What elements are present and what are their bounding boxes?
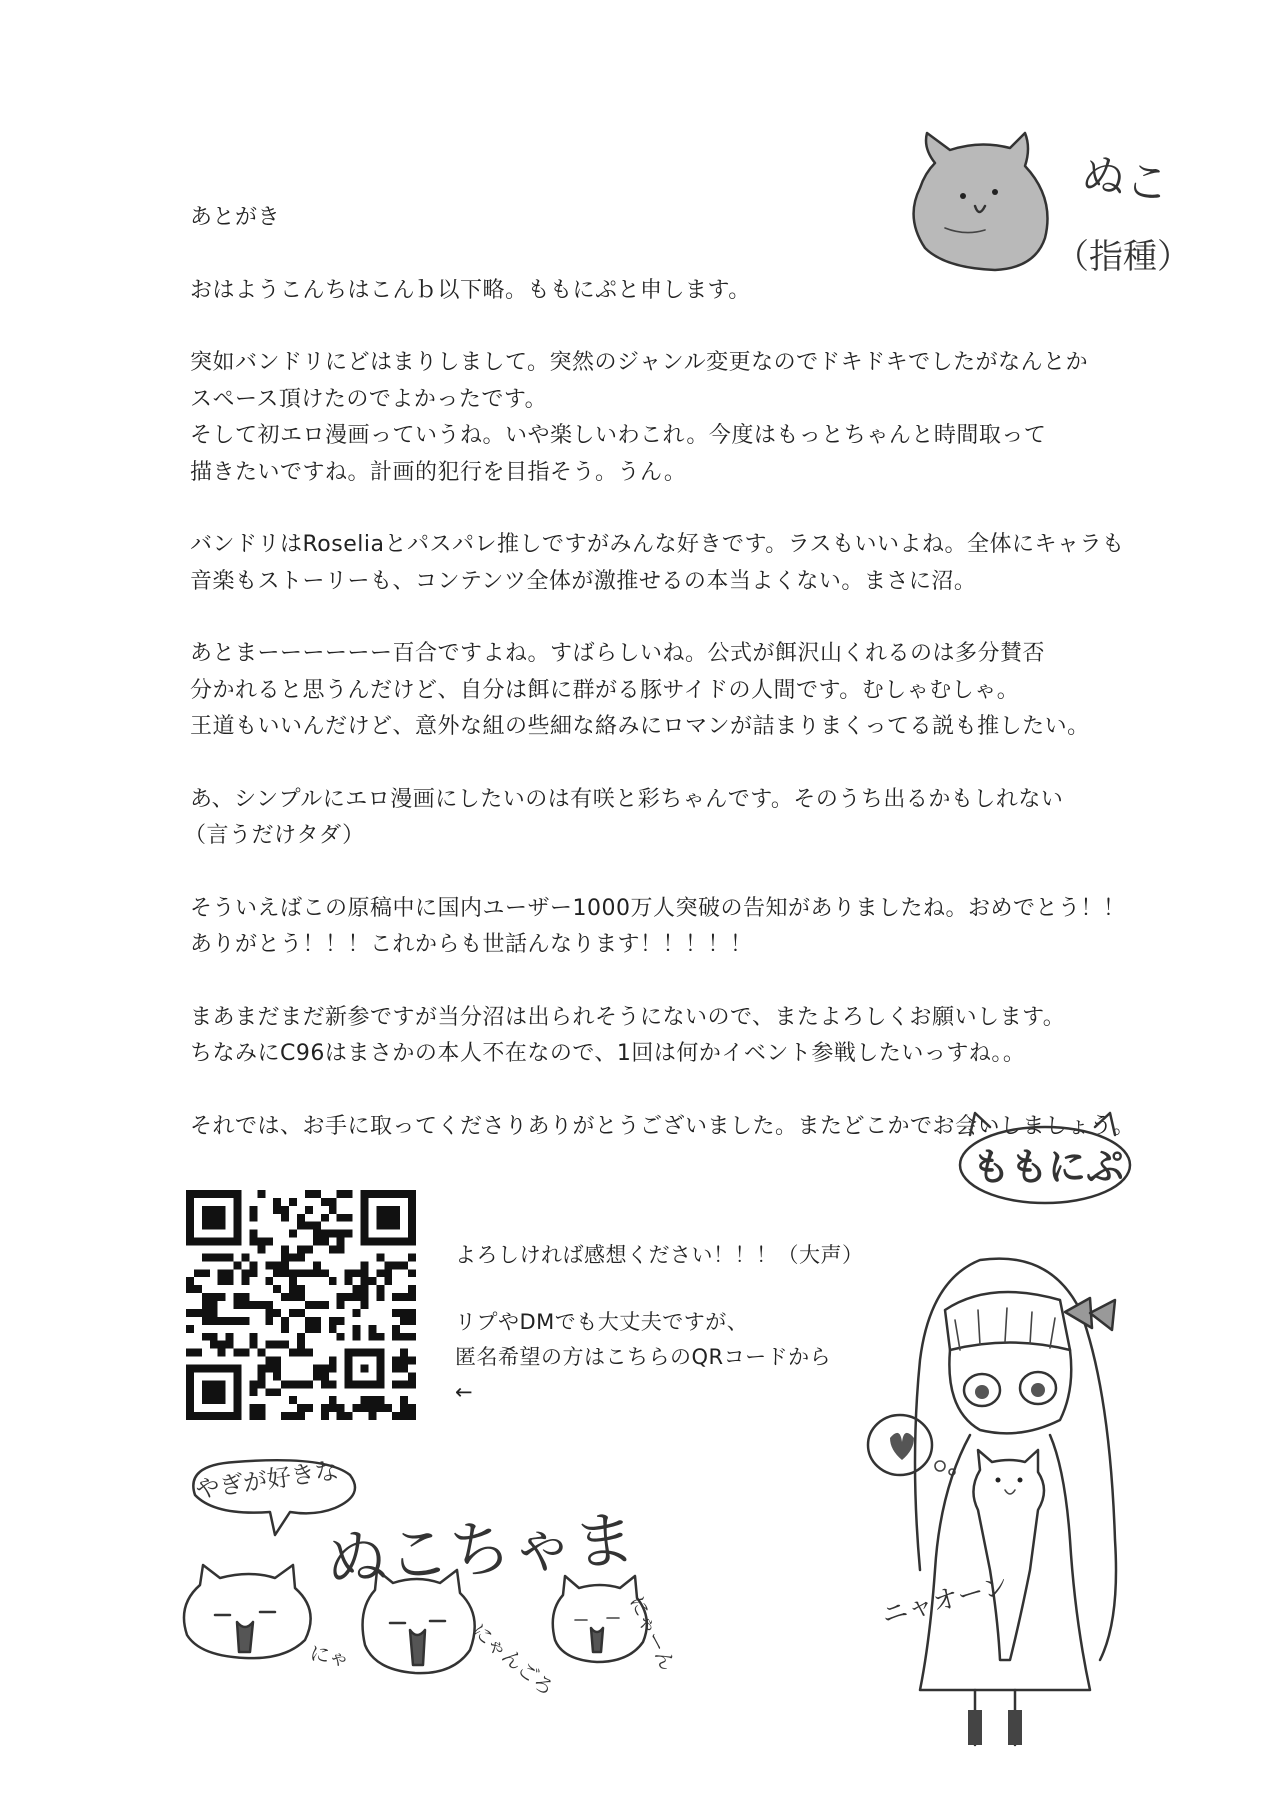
- cat-blob-illustration: [905, 118, 1195, 283]
- yagi-bubble-text: やぎが好きな: [193, 1456, 341, 1504]
- text-line: あ、シンプルにエロ漫画にしたいのは有咲と彩ちゃんです。そのうち出るかもしれない: [190, 786, 1064, 812]
- afterword-text: [184, 200, 1180, 1181]
- nuko-species-handwriting: （指種）: [1055, 237, 1191, 277]
- text-line: そういえばこの原稿中に国内ユーザー1000万人突破の告知がありましたね。おめでとう！！: [190, 895, 1126, 921]
- paragraph-yuri: [190, 636, 1180, 746]
- text-line: ありがとう！！！これからも世話んなります！！！！！: [190, 932, 753, 957]
- nuko-chan-handwriting: ぬこちゃま: [323, 1502, 638, 1597]
- text-line: それでは、お手に取ってくださりありがとうございました。またどこかでお会いしましょう。: [190, 1113, 1136, 1139]
- momonipu-logo: [950, 1105, 1140, 1210]
- qr-code[interactable]: [186, 1190, 416, 1420]
- text-line: 突如バンドリにどはまりしまして。突然のジャンル変更なのでドキドキでしたがなんとか: [190, 350, 1089, 375]
- text-line: （言うだけタダ）: [184, 823, 365, 848]
- paragraph-roselia: [190, 527, 1180, 600]
- nyango-handwriting: にゃんごろ: [467, 1618, 559, 1701]
- afterword-title: あとがき: [190, 205, 281, 230]
- text-line: あとまーーーーーー百合ですよね。すばらしいね。公式が餌沢山くれるのは多分賛否: [190, 641, 1046, 666]
- momonipu-text: ももにぷ: [972, 1145, 1125, 1189]
- text-line: スペース頂けたのでよかったです。: [190, 386, 548, 412]
- paragraph-users: [190, 891, 1180, 964]
- paragraph-simple: [184, 782, 1180, 855]
- nyaon-handwriting: ニャオーン: [878, 1570, 1012, 1632]
- text-line: そして初エロ漫画っていうね。いや楽しいわこれ。今度はもっとちゃんと時間取って: [190, 423, 1047, 448]
- text-line: ちなみにC96はまさかの本人不在なので、1回は何かイベント参戦したいっすね。。: [190, 1041, 1026, 1066]
- feedback-line: 匿名希望の方はこちらのQRコードから: [455, 1345, 832, 1369]
- nuko-handwriting: ぬこ: [1078, 148, 1173, 212]
- cat-doodle-left: [175, 1560, 325, 1670]
- cat-doodle-middle: [355, 1565, 485, 1685]
- text-line: 描きたいですね。計画的犯行を目指そう。うん。: [190, 459, 687, 485]
- feedback-line: よろしければ感想ください！！！（大声）: [455, 1243, 864, 1267]
- nyan-handwriting: にゃーん: [624, 1591, 681, 1674]
- feedback-line: リプやDMでも大丈夫ですが、: [455, 1310, 749, 1334]
- text-line: 王道もいいんだけど、意外な組の些細な絡みにロマンが詰まりまくってる説も推したい。: [190, 714, 1090, 739]
- text-line: 分かれると思うんだけど、自分は餌に群がる豚サイドの人間です。むしゃむしゃ。: [190, 677, 1020, 703]
- text-line: まあまだまだ新参ですが当分沼は出られそうにないので、またよろしくお願いします。: [190, 1004, 1066, 1030]
- text-line: おはようこんちはこんｂ以下略。ももにぷと申します。: [190, 277, 751, 303]
- text-line: バンドリはRoseliaとパスパレ推しですがみんな好きです。ラスもいいよね。全体にキャラも: [190, 532, 1125, 557]
- chibi-girl-with-cat-illustration: [860, 1240, 1160, 1750]
- paragraph-bandori: [190, 345, 1180, 491]
- nya-handwriting: にゃ: [307, 1640, 352, 1672]
- arrow-left-icon: ←: [455, 1380, 474, 1404]
- paragraph-newcomer: [190, 1000, 1180, 1073]
- text-line: 音楽もストーリーも、コンテンツ全体が激推せるの本当よくない。まさに沼。: [190, 568, 977, 594]
